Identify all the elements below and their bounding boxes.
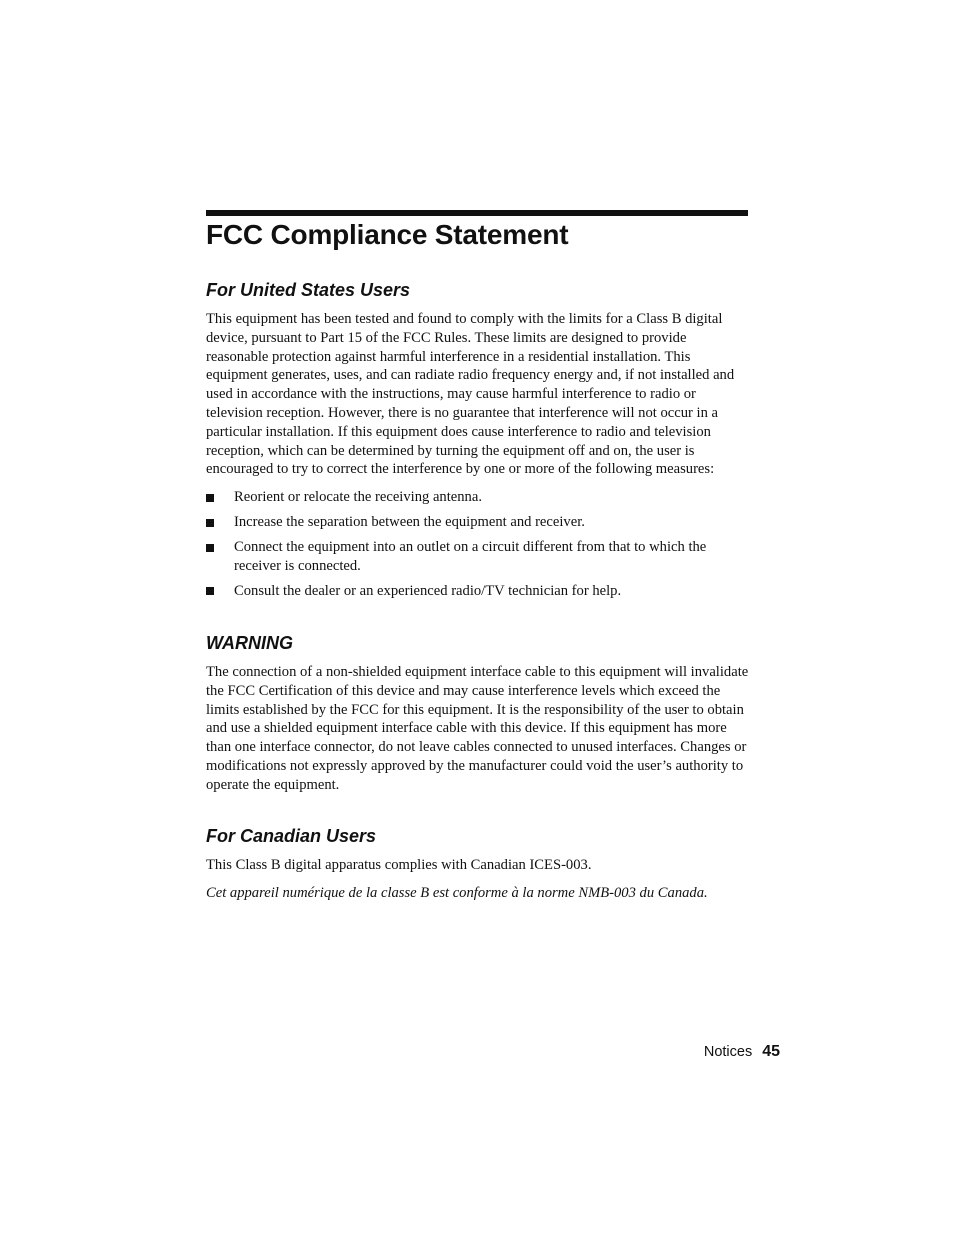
list-item-text: Connect the equipment into an outlet on a circuit different from that to which the receiver is connected. bbox=[234, 539, 707, 574]
page-footer bbox=[704, 1041, 780, 1063]
square-bullet-icon bbox=[206, 519, 214, 527]
warning-paragraph: The connection of a non-shielded equipment interface cable to this equipment will invalidate the FCC Certification of this device and may cause interference levels which exceed the limits established by the FCC for this equipment. It is the responsibility of the user to obtain and use a shielded equipment interface cable with this device. If this equipment has more than one interface connector, do not leave cables connected to unused interfaces. Changes or modifications not expressly approved by the manufacturer could void the user’s authority to operate the equipment. bbox=[206, 664, 749, 793]
section-warning bbox=[206, 631, 751, 795]
list-item bbox=[206, 488, 751, 507]
list-item bbox=[206, 582, 751, 601]
section-canadian-users bbox=[206, 824, 751, 903]
square-bullet-icon bbox=[206, 494, 214, 502]
footer-section-label: Notices bbox=[703, 1044, 753, 1060]
list-item bbox=[206, 513, 751, 532]
section-heading-us-users: For United States Users bbox=[206, 280, 411, 300]
page-title: FCC Compliance Statement bbox=[206, 219, 569, 250]
us-users-paragraph: This equipment has been tested and found to comply with the limits for a Class B digital device, pursuant to Part 15 of the FCC Rules. These limits are designed to provide reasonable protection against harmful interference in a residential installation. This equipment generates, uses, and can radiate radio frequency energy and, if not installed and used in accordance with the instructions, may cause harmful interference to radio or television reception. However, there is no guarantee that interference will not occur in a particular installation. If this equipment does cause interference to radio and television reception, which can be determined by turning the equipment off and on, the user is encouraged to try to correct the interference by one or more of the following measures: bbox=[206, 311, 735, 478]
list-item bbox=[206, 538, 751, 576]
square-bullet-icon bbox=[206, 587, 214, 595]
list-item-text: Reorient or relocate the receiving antenna. bbox=[234, 489, 482, 506]
list-item-text: Consult the dealer or an experienced radio/TV technician for help. bbox=[234, 582, 622, 599]
square-bullet-icon bbox=[206, 544, 214, 552]
page-number: 45 bbox=[762, 1043, 780, 1060]
section-heading-canadian-users: For Canadian Users bbox=[206, 826, 377, 846]
section-us-users bbox=[206, 278, 751, 607]
list-item-text: Increase the separation between the equipment and receiver. bbox=[234, 514, 585, 531]
section-heading-warning: WARNING bbox=[206, 633, 293, 653]
canadian-users-paragraph: This Class B digital apparatus complies with Canadian ICES-003. bbox=[206, 857, 592, 873]
canadian-users-paragraph-french: Cet appareil numérique de la classe B est conforme à la norme NMB-003 du Canada. bbox=[206, 884, 708, 901]
interference-measures-list bbox=[206, 488, 751, 601]
